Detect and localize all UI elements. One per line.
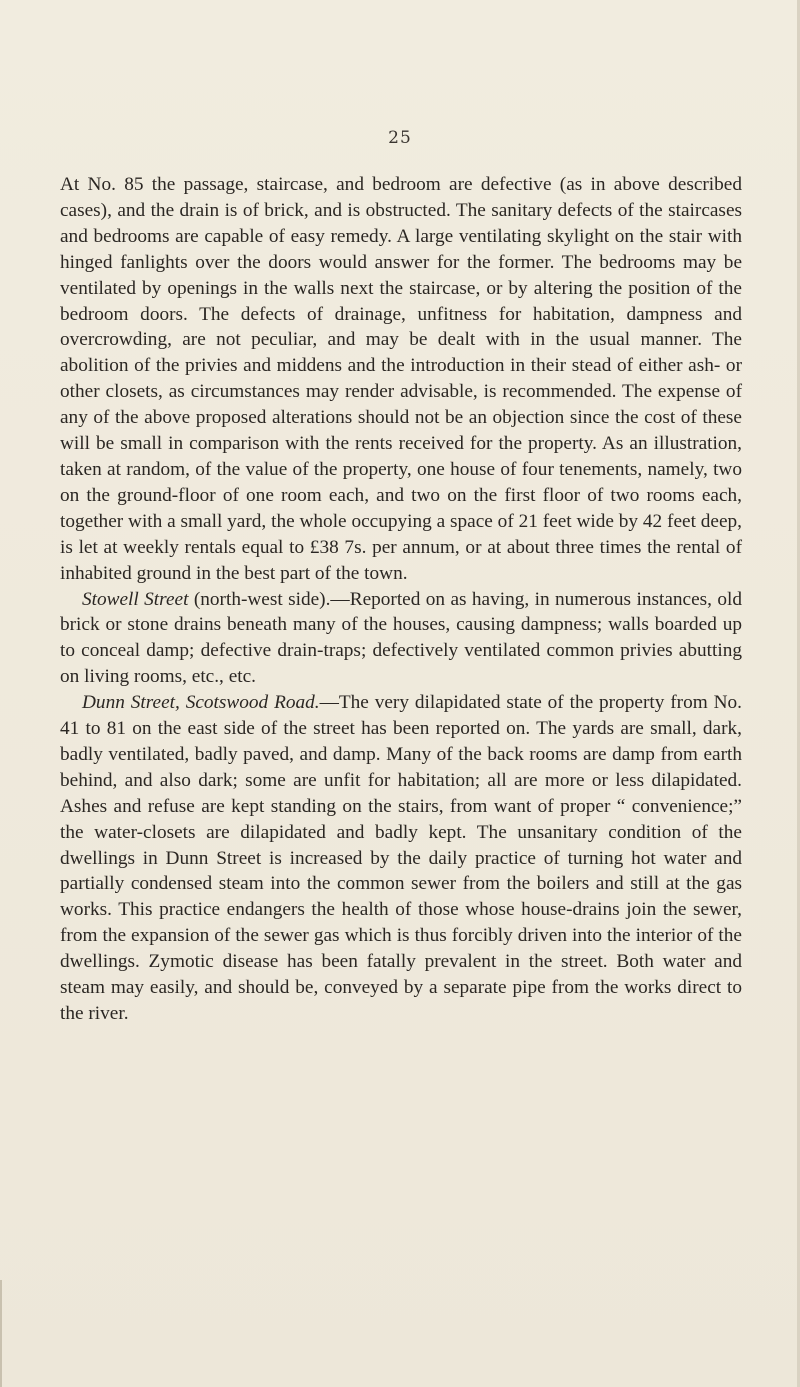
page-number: 25	[388, 128, 412, 148]
paragraph-stowell-street	[60, 587, 742, 691]
paragraph-no-85	[60, 172, 742, 587]
page-edge-left	[0, 1280, 2, 1387]
body-text	[60, 172, 742, 1027]
paragraph-text: At No. 85 the passage, staircase, and bedroom are defective (as in above described cases), and the drain is of brick, and is obstructed. The sanitary defects of the staircases and bedrooms are capable of easy remedy. A large ventilating skylight on the stair with hinged fanlights over the doors would answer for the former. The bedrooms may be ventilated by openings in the walls next the staircase, or by altering the position of the bedroom doors. The defects of drainage, unfitness for habitation, dampness and overcrowding, are not peculiar, and may be dealt with in the usual manner. The abolition of the privies and middens and the introduction in their stead of either ash- or other closets, as circumstances may render advisable, is recommended. The expense of any of the above proposed alterations should not be an objection since the cost of these will be small in comparison with the rents received for the property. As an illustration, taken at random, of the value of the property, one house of four tenements, namely, two on the ground-floor of one room each, and two on the first floor of two rooms each, together with a small yard, the whole occupying a space of 21 feet wide by 42 feet deep, is let at weekly rentals equal to £38 7s. per annum, or at about three times the rental of inhabited ground in the best part of the town.	[60, 174, 742, 584]
paragraph-dunn-street	[60, 690, 742, 1027]
section-heading: Dunn Street, Scotswood Road.	[82, 692, 320, 714]
section-heading: Stowell Street	[82, 588, 189, 610]
paragraph-text: —The very dilapidated state of the property from No. 41 to 81 on the east side of the street has been reported on. The yards are small, dark, badly ventilated, badly paved, and damp. Many of the back rooms are damp from earth behind, and also dark; some are unfit for habitation; all are more or less dilapidated. Ashes and refuse are kept standing on the stairs, from want of proper “ convenience;” the water-closets are dilapidated and badly kept. The unsanitary condition of the dwellings in Dunn Street is increased by the daily practice of turning hot water and partially condensed steam into the common sewer from the boilers and still at the gas works. This practice endangers the health of those whose house-drains join the sewer, from the expansion of the sewer gas which is thus forcibly driven into the interior of the dwellings. Zymotic disease has been fatally prevalent in the street. Both water and steam may easily, and should be, conveyed by a separate pipe from the works direct to the river.	[60, 692, 742, 1024]
paragraph-text: (north-west side).—Reported on as having, in numerous instances, old brick or stone drains beneath many of the houses, causing dampness; walls boarded up to conceal damp; defective drain-traps; defectively ventilated common privies abutting on living rooms, etc., etc.	[60, 588, 742, 688]
